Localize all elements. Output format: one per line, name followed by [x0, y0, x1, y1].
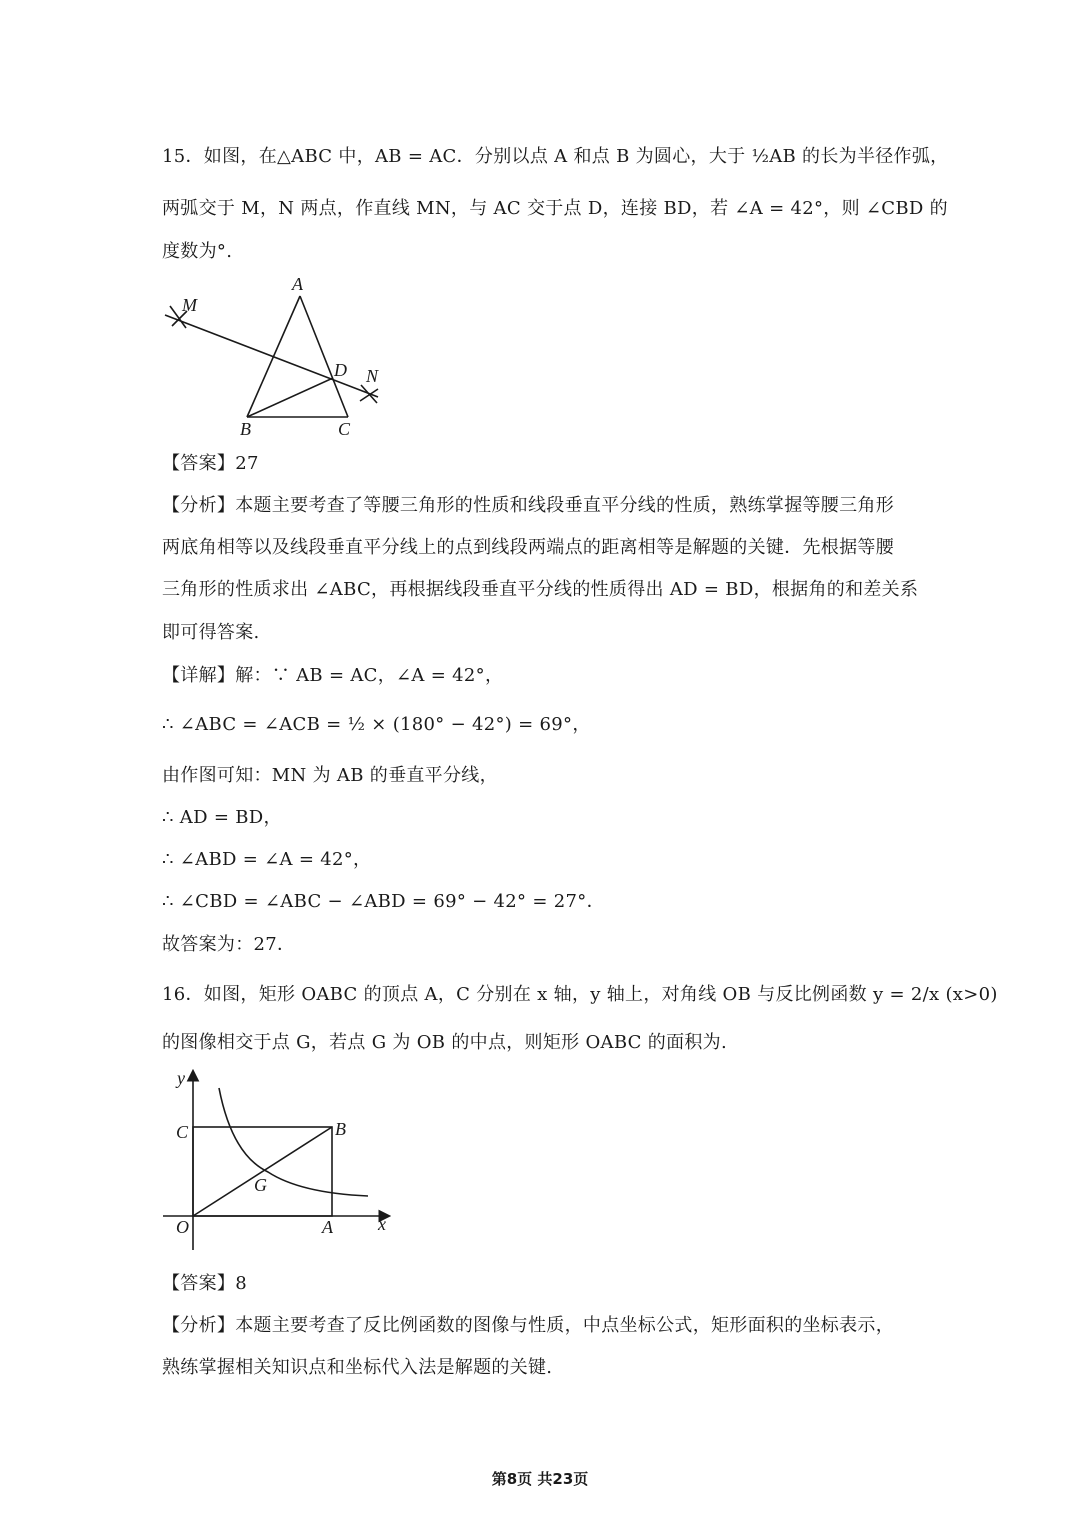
line-mn: [165, 315, 378, 397]
q15-analysis-1: 【分析】本题主要考查了等腰三角形的性质和线段垂直平分线的性质，熟练掌握等腰三角形: [162, 495, 894, 516]
q15-analysis-2: 两底角相等以及线段垂直平分线上的点到线段两端点的距离相等是解题的关键．先根据等腰: [162, 537, 894, 558]
q15-detail-1: 【详解】解：∵ AB = AC，∠A = 42°，: [162, 665, 504, 686]
side-ac: [300, 296, 348, 417]
q15-line-2: 两弧交于 M，N 两点，作直线 MN，与 AC 交于点 D，连接 BD，若 ∠A = 42°，则 ∠CBD 的: [162, 198, 948, 219]
segment-bd: [247, 378, 333, 417]
label-d: D: [334, 360, 347, 380]
q15-line-3: 度数为°.: [162, 241, 233, 262]
q15-detail-5: ∴ ∠ABD = ∠A = 42°，: [162, 849, 372, 870]
hyperbola-curve: [219, 1088, 368, 1196]
label-x: x: [378, 1214, 386, 1234]
q15-detail-6: ∴ ∠CBD = ∠ABC − ∠ABD = 69° − 42° = 27°．: [162, 891, 605, 912]
label-m: M: [182, 295, 197, 315]
q15-analysis-3: 三角形的性质求出 ∠ABC，再根据线段垂直平分线的性质得出 AD = BD，根据角的和差关系: [162, 579, 919, 600]
q15-triangle-figure: [160, 272, 400, 442]
label-c: C: [338, 419, 351, 439]
label-a: A: [322, 1217, 333, 1237]
page-footer: 第8页 共23页: [491, 1470, 589, 1488]
q15-line-1: 15．如图，在△ABC 中，AB = AC．分别以点 A 和点 B 为圆心，大于 ½AB 的长为半径作弧，: [162, 146, 949, 167]
label-o: O: [176, 1217, 189, 1237]
label-a: A: [292, 274, 303, 294]
q16-line-1: 16．如图，矩形 OABC 的顶点 A，C 分别在 x 轴，y 轴上，对角线 OB 与反比例函数 y = 2/x (x>0): [162, 984, 998, 1005]
q15-detail-7: 故答案为：27．: [162, 934, 296, 955]
q15-answer: 【答案】27: [162, 453, 259, 474]
label-c: C: [176, 1122, 189, 1142]
q15-detail-2: ∴ ∠ABC = ∠ACB = ½ × (180° − 42°) = 69°，: [162, 714, 591, 735]
q16-rectangle-figure: [160, 1062, 400, 1260]
arc-mark-n: [360, 385, 378, 403]
label-n: N: [366, 366, 379, 386]
q16-answer: 【答案】8: [162, 1273, 247, 1294]
label-y: y: [177, 1068, 185, 1088]
q16-analysis-2: 熟练掌握相关知识点和坐标代入法是解题的关键.: [162, 1357, 553, 1378]
q15-analysis-4: 即可得答案.: [162, 622, 260, 643]
diagonal-ob: [193, 1127, 332, 1216]
q15-detail-4: ∴ AD = BD，: [162, 807, 282, 828]
label-g: G: [254, 1175, 267, 1195]
q15-detail-3: 由作图可知：MN 为 AB 的垂直平分线，: [162, 765, 498, 786]
label-b: B: [240, 419, 251, 439]
q16-line-2: 的图像相交于点 G，若点 G 为 OB 的中点，则矩形 OABC 的面积为.: [162, 1032, 728, 1053]
q16-analysis-1: 【分析】本题主要考查了反比例函数的图像与性质，中点坐标公式，矩形面积的坐标表示，: [162, 1315, 894, 1336]
label-b: B: [335, 1119, 346, 1139]
